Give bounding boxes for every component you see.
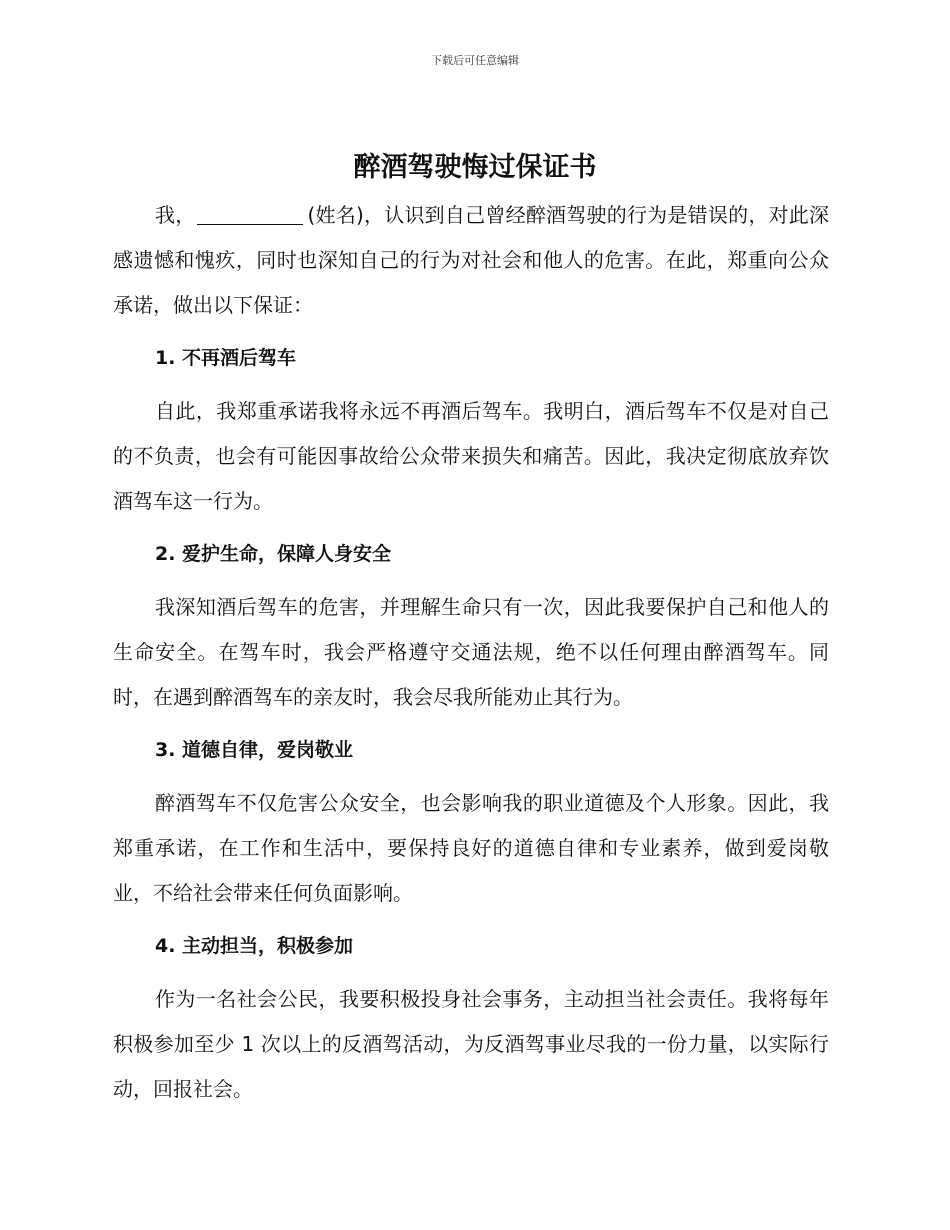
name-blank-field[interactable] [197,202,303,225]
header-note: 下载后可任意编辑 [431,54,519,67]
section-body-3: 醉酒驾车不仅危害公众安全，也会影响我的职业道德及个人形象。因此，我郑重承诺，在工作和生活中，要保持良好的道德自律和专业素养，做到爱岗敬业，不给社会带来任何负面影响。 [113,791,829,905]
intro-paragraph [113,193,829,328]
section-body-2: 我深知酒后驾车的危害，并理解生命只有一次，因此我要保护自己和他人的生命安全。在驾车时，我会严格遵守交通法规，绝不以任何理由醉酒驾车。同时，在遇到醉酒驾车的亲友时，我会尽我所能劝止其行为。 [113,595,829,709]
section-heading-1: 1. 不再酒后驾车 [155,347,297,369]
section-heading-3: 3. 道德自律，爱岗敬业 [155,739,354,761]
intro-suffix: (姓名)，认识到自己曾经醉酒驾驶的行为是错误的，对此深感遗憾和愧疚，同时也深知自己的行为对社会和他人的危害。在此，郑重向公众承诺，做出以下保证： [113,203,830,317]
document-body [113,193,829,1112]
intro-prefix: 我， [155,203,196,227]
section-body-1: 自此，我郑重承诺我将永远不再酒后驾车。我明白，酒后驾车不仅是对自己的不负责，也会有可能因事故给公众带来损失和痛苦。因此，我决定彻底放弃饮酒驾车这一行为。 [113,399,829,513]
section-heading-4: 4. 主动担当，积极参加 [155,935,354,957]
document-title: 醉酒驾驶悔过保证书 [353,152,597,183]
section-heading-2: 2. 爱护生命，保障人身安全 [155,543,392,565]
section-body-4: 作为一名社会公民，我要积极投身社会事务，主动担当社会责任。我将每年积极参加至少 1 次以上的反酒驾活动，为反酒驾事业尽我的一份力量，以实际行动，回报社会。 [113,987,829,1101]
